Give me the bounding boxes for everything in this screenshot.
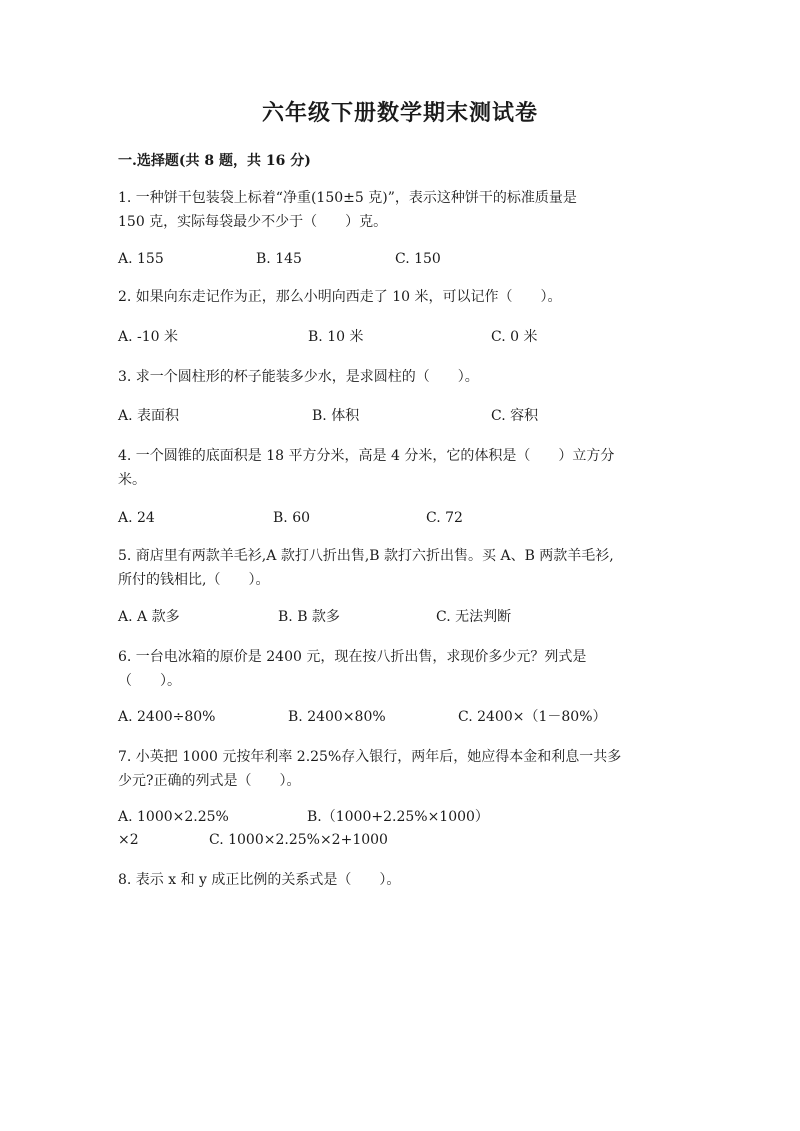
question-6-line-1: 6. 一台电冰箱的原价是 2400 元，现在按八折出售，求现价多少元？列式是	[118, 649, 587, 665]
question-7-option-c: C. 1000×2.25%×2+1000	[209, 832, 388, 848]
option-b: B. 体积	[312, 408, 360, 424]
option-c: C. 72	[426, 510, 463, 526]
option-a: A. 24	[118, 510, 155, 526]
question-4-line-2: 米。	[118, 472, 146, 488]
question-5-line-2: 所付的钱相比,（ ）。	[118, 572, 270, 588]
option-b: B. 2400×80%	[288, 709, 386, 725]
question-6-line-2: （ ）。	[118, 673, 181, 689]
question-3-line-1: 3. 求一个圆柱形的杯子能装多少水，是求圆柱的（ ）。	[118, 369, 479, 385]
option-c: C. 无法判断	[436, 609, 512, 625]
question-6-options	[118, 706, 698, 728]
question-7-option-b-continued: ×2	[118, 832, 139, 848]
question-2-line-1: 2. 如果向东走记作为正，那么小明向西走了 10 米，可以记作（ ）。	[118, 289, 562, 305]
option-a: A. A 款多	[118, 609, 180, 625]
option-b: B. B 款多	[278, 609, 340, 625]
option-a: A. 155	[118, 251, 164, 267]
question-1-line-2: 150 克，实际每袋最少不少于（ ）克。	[118, 214, 388, 230]
question-8-line-1: 8. 表示 x 和 y 成正比例的关系式是（ ）。	[118, 872, 401, 888]
question-7-line-1: 7. 小英把 1000 元按年利率 2.25%存入银行，两年后，她应得本金和利息一共多	[118, 749, 622, 765]
question-7-option-a: A. 1000×2.25%	[118, 809, 229, 825]
question-5	[118, 544, 698, 592]
option-c: C. 0 米	[491, 329, 538, 345]
option-a: A. -10 米	[118, 329, 179, 345]
option-a: A. 2400÷80%	[118, 709, 216, 725]
question-4-line-1: 4. 一个圆锥的底面积是 18 平方分米，高是 4 分米，它的体积是（ ）立方分	[118, 448, 615, 464]
question-3	[118, 365, 698, 389]
question-1-line-1: 1. 一种饼干包装袋上标着“净重(150±5 克)”，表示这种饼干的标准质量是	[118, 190, 577, 206]
page-title: 六年级下册数学期末测试卷	[261, 100, 538, 126]
question-8	[118, 868, 698, 892]
question-6	[118, 645, 698, 693]
option-b: B. 60	[273, 510, 311, 526]
option-b: B. 145	[256, 251, 302, 267]
question-7-line-2: 少元?正确的列式是（ ）。	[118, 773, 301, 789]
question-5-line-1: 5. 商店里有两款羊毛衫,A 款打八折出售,B 款打六折出售。买 A、B 两款羊毛衫,	[118, 548, 614, 564]
option-b: B. 10 米	[308, 329, 364, 345]
question-4-options	[118, 507, 698, 529]
question-2-options	[118, 326, 698, 348]
question-1-options	[118, 248, 698, 270]
option-c: C. 容积	[491, 408, 539, 424]
question-5-options	[118, 606, 698, 628]
option-c: C. 2400×（1－80%）	[458, 709, 607, 725]
option-a: A. 表面积	[118, 408, 180, 424]
question-7-option-b: B.（1000+2.25%×1000）	[307, 809, 489, 825]
question-2	[118, 285, 698, 309]
section-heading: 一.选择题(共 8 题，共 16 分)	[118, 153, 311, 169]
option-c: C. 150	[395, 251, 441, 267]
question-3-options	[118, 405, 698, 427]
question-4	[118, 444, 698, 492]
question-7	[118, 745, 698, 793]
question-1	[118, 186, 698, 234]
